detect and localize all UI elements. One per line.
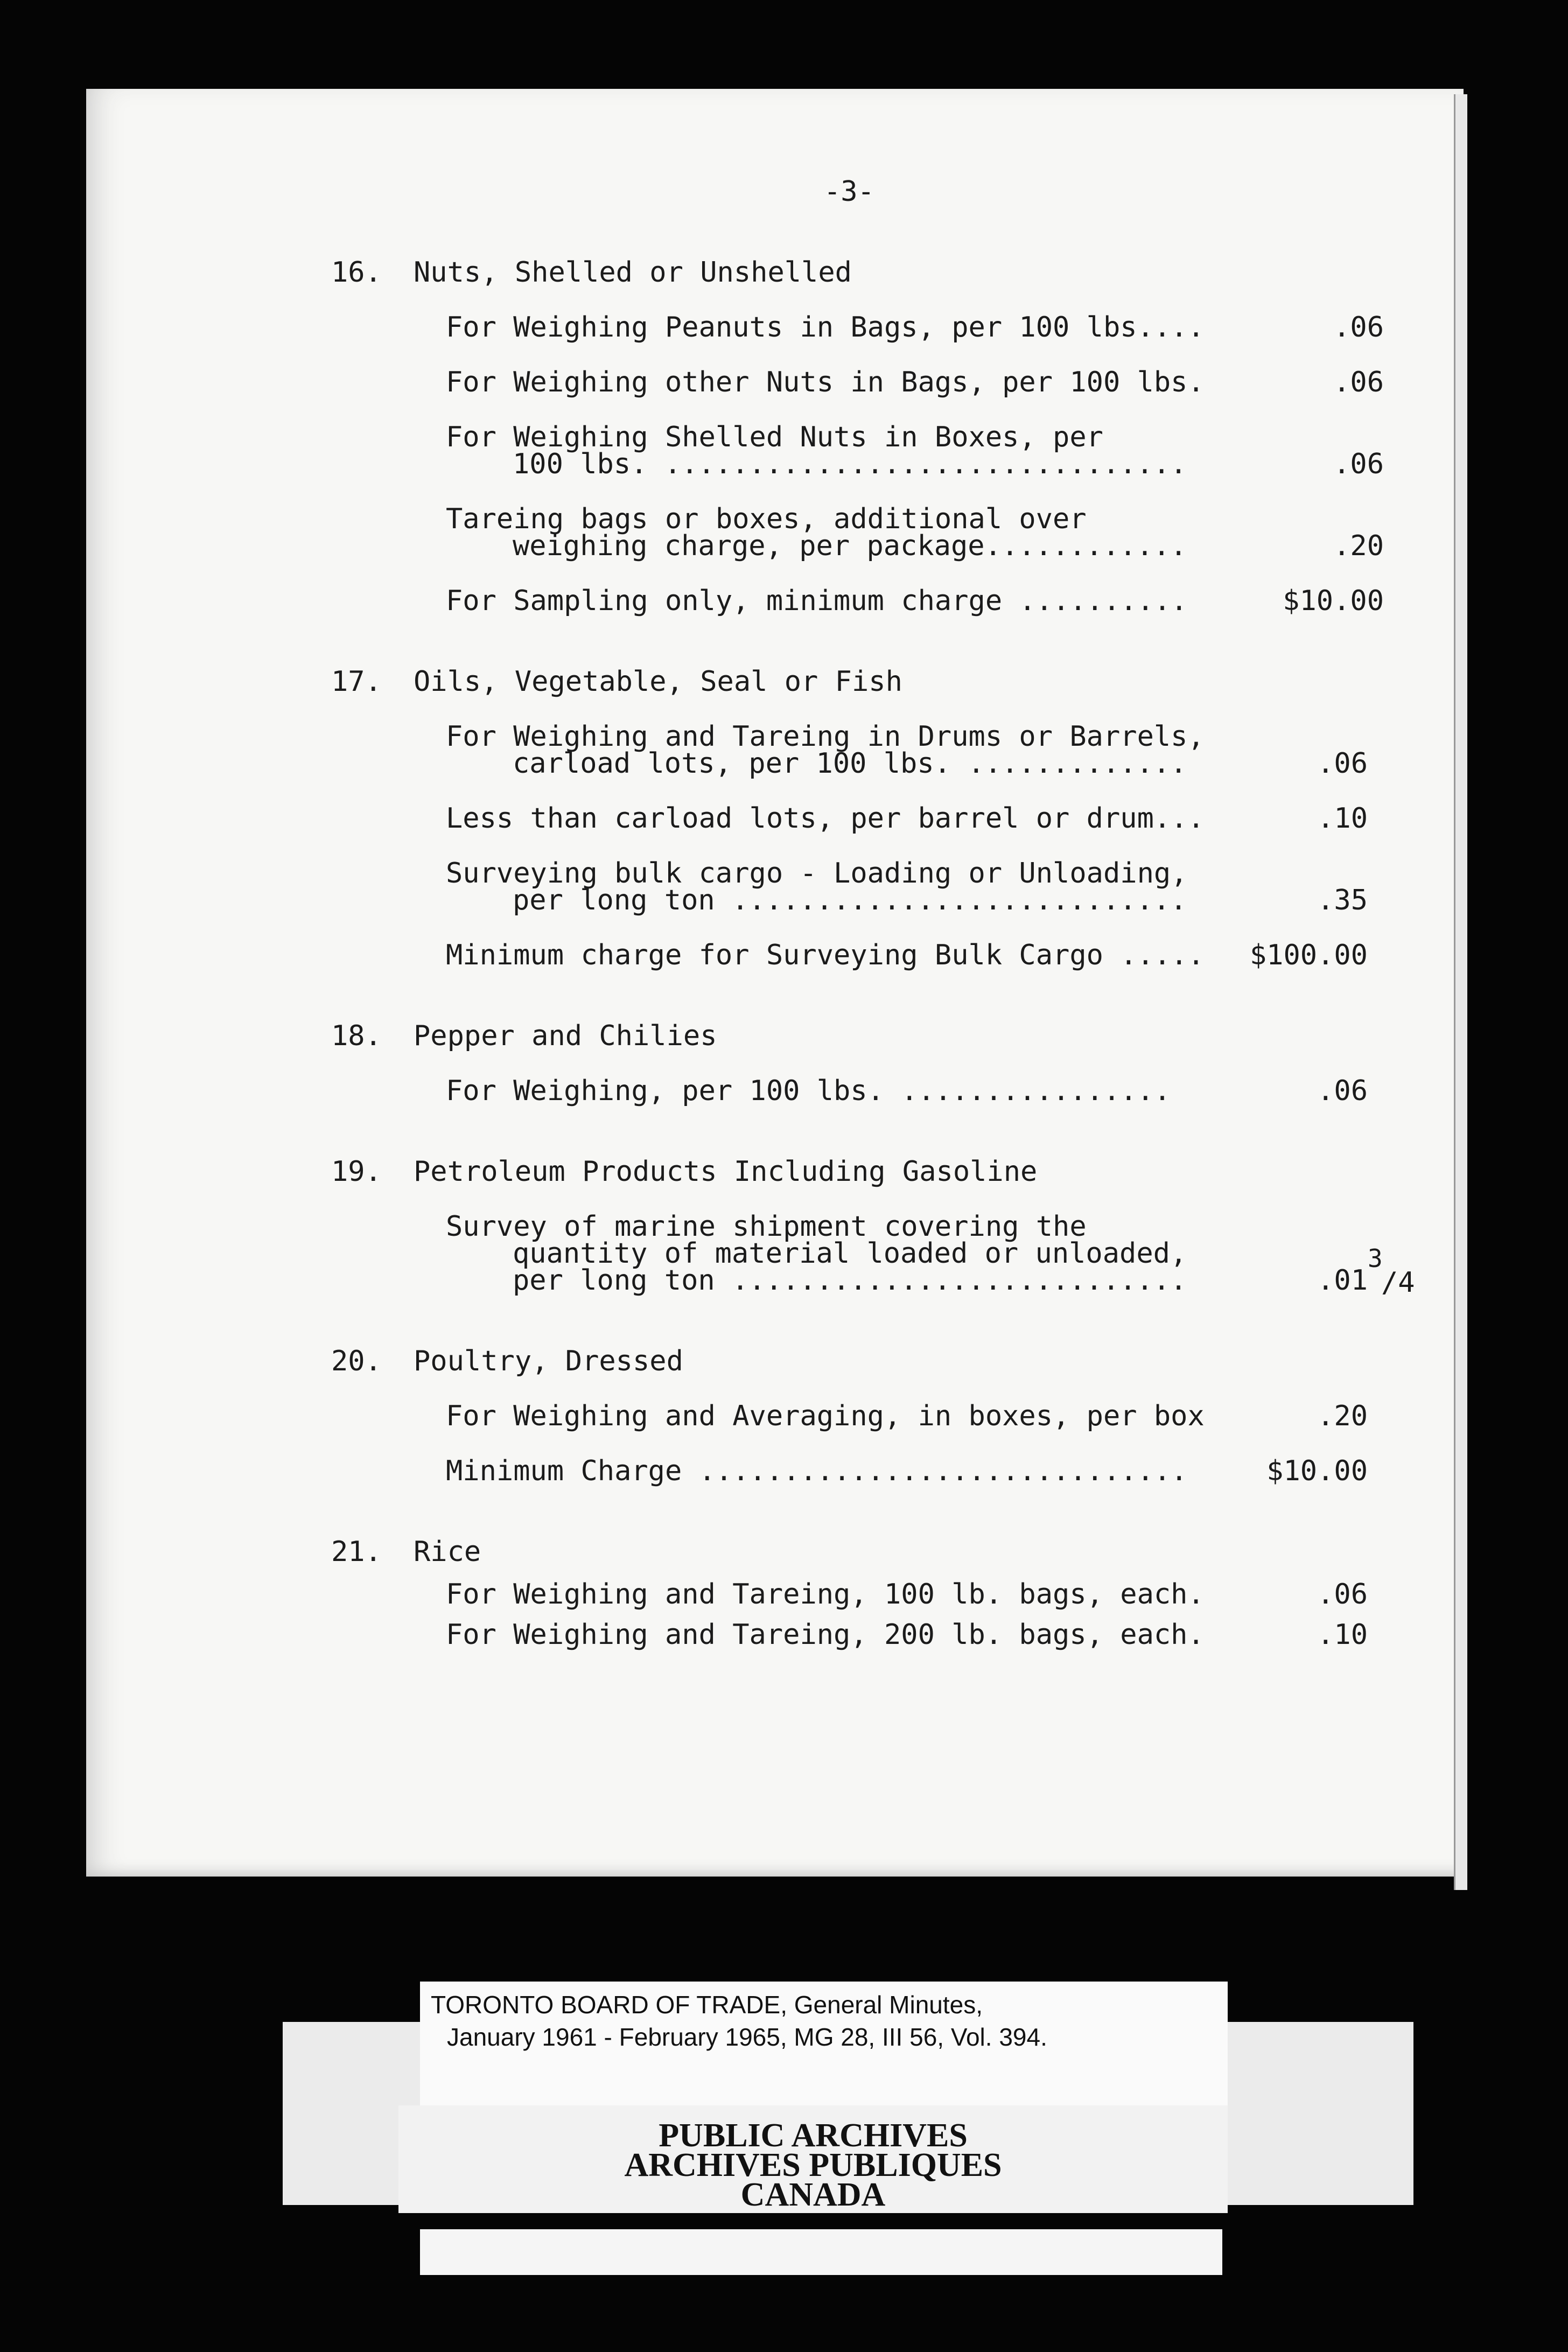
citation-line: TORONTO BOARD OF TRADE, General Minutes, <box>431 1991 983 2019</box>
section-number: 18. <box>331 1020 382 1052</box>
fee-item-line: For Weighing and Tareing, 200 lb. bags, each. <box>446 1619 1205 1651</box>
section-title: Oils, Vegetable, Seal or Fish <box>414 666 902 698</box>
fee-item-line: Minimum charge for Surveying Bulk Cargo ..... <box>446 939 1205 971</box>
fee-item-line: For Weighing other Nuts in Bags, per 100 lbs. <box>446 366 1205 398</box>
section-title: Poultry, Dressed <box>414 1345 683 1377</box>
fee-amount: .06 <box>1317 1578 1368 1611</box>
fee-item-line: For Weighing, per 100 lbs. ................ <box>446 1075 1171 1107</box>
fee-amount: .20 <box>1317 1400 1368 1432</box>
section-number: 20. <box>331 1345 382 1377</box>
fee-amount: .06 <box>1333 366 1384 398</box>
paper-strip <box>420 2229 1222 2275</box>
stamp-line: PUBLIC ARCHIVES <box>659 2117 968 2154</box>
fee-item-line: For Weighing Peanuts in Bags, per 100 lbs.... <box>446 311 1205 344</box>
fee-amount: .35 <box>1317 884 1368 916</box>
citation-line: January 1961 - February 1965, MG 28, III 56, Vol. 394. <box>447 2023 1047 2051</box>
fee-amount: .10 <box>1317 802 1368 835</box>
section-number: 19. <box>331 1156 382 1188</box>
fee-amount: .10 <box>1317 1619 1368 1651</box>
fee-amount: .06 <box>1333 311 1384 344</box>
fee-amount: $100.00 <box>1249 939 1368 971</box>
fee-item-line: Less than carload lots, per barrel or drum... <box>446 802 1205 835</box>
section-number: 16. <box>331 256 382 289</box>
section-number: 21. <box>331 1536 382 1568</box>
fee-amount: .06 <box>1317 747 1368 780</box>
fee-amount: $10.00 <box>1266 1455 1368 1487</box>
fee-item-line: carload lots, per 100 lbs. ............. <box>513 747 1187 780</box>
fee-item-line: Survey of marine shipment covering the <box>446 1210 1087 1243</box>
fee-item-line: weighing charge, per package............ <box>513 530 1187 562</box>
fee-item-line: For Weighing Shelled Nuts in Boxes, per <box>446 421 1103 453</box>
section-title: Nuts, Shelled or Unshelled <box>414 256 852 289</box>
fee-item-line: For Sampling only, minimum charge .......... <box>446 585 1188 617</box>
section-title: Petroleum Products Including Gasoline <box>414 1156 1038 1188</box>
fee-item-line: For Weighing and Tareing in Drums or Barrels, <box>446 720 1205 753</box>
fee-item-line: quantity of material loaded or unloaded, <box>513 1237 1187 1270</box>
page-edge <box>1454 94 1467 1890</box>
fee-amount: .01 <box>1317 1264 1368 1297</box>
fee-amount: .06 <box>1317 1075 1368 1107</box>
stamp-line: CANADA <box>740 2176 886 2213</box>
fraction-numerator: 3 <box>1368 1244 1383 1273</box>
fee-item-line: Tareing bags or boxes, additional over <box>446 503 1087 535</box>
fee-item-line: Minimum Charge ............................. <box>446 1455 1188 1487</box>
fee-item-line: For Weighing and Averaging, in boxes, per box <box>446 1400 1205 1432</box>
section-number: 17. <box>331 666 382 698</box>
fee-amount: $10.00 <box>1283 585 1384 617</box>
section-title: Rice <box>414 1536 481 1568</box>
fee-item-line: per long ton ........................... <box>513 1264 1187 1297</box>
fee-item-line: per long ton ........................... <box>513 884 1187 916</box>
fee-amount: .06 <box>1333 448 1384 480</box>
stamp-line: ARCHIVES PUBLIQUES <box>624 2147 1002 2183</box>
fee-item-line: 100 lbs. ............................... <box>513 448 1187 480</box>
fee-amount: .20 <box>1333 530 1384 562</box>
fraction-denominator: /4 <box>1381 1266 1415 1299</box>
section-title: Pepper and Chilies <box>414 1020 717 1052</box>
fee-item-line: For Weighing and Tareing, 100 lb. bags, each. <box>446 1578 1205 1611</box>
fee-item-line: Surveying bulk cargo - Loading or Unloading, <box>446 857 1188 890</box>
page-number: -3- <box>824 176 874 208</box>
